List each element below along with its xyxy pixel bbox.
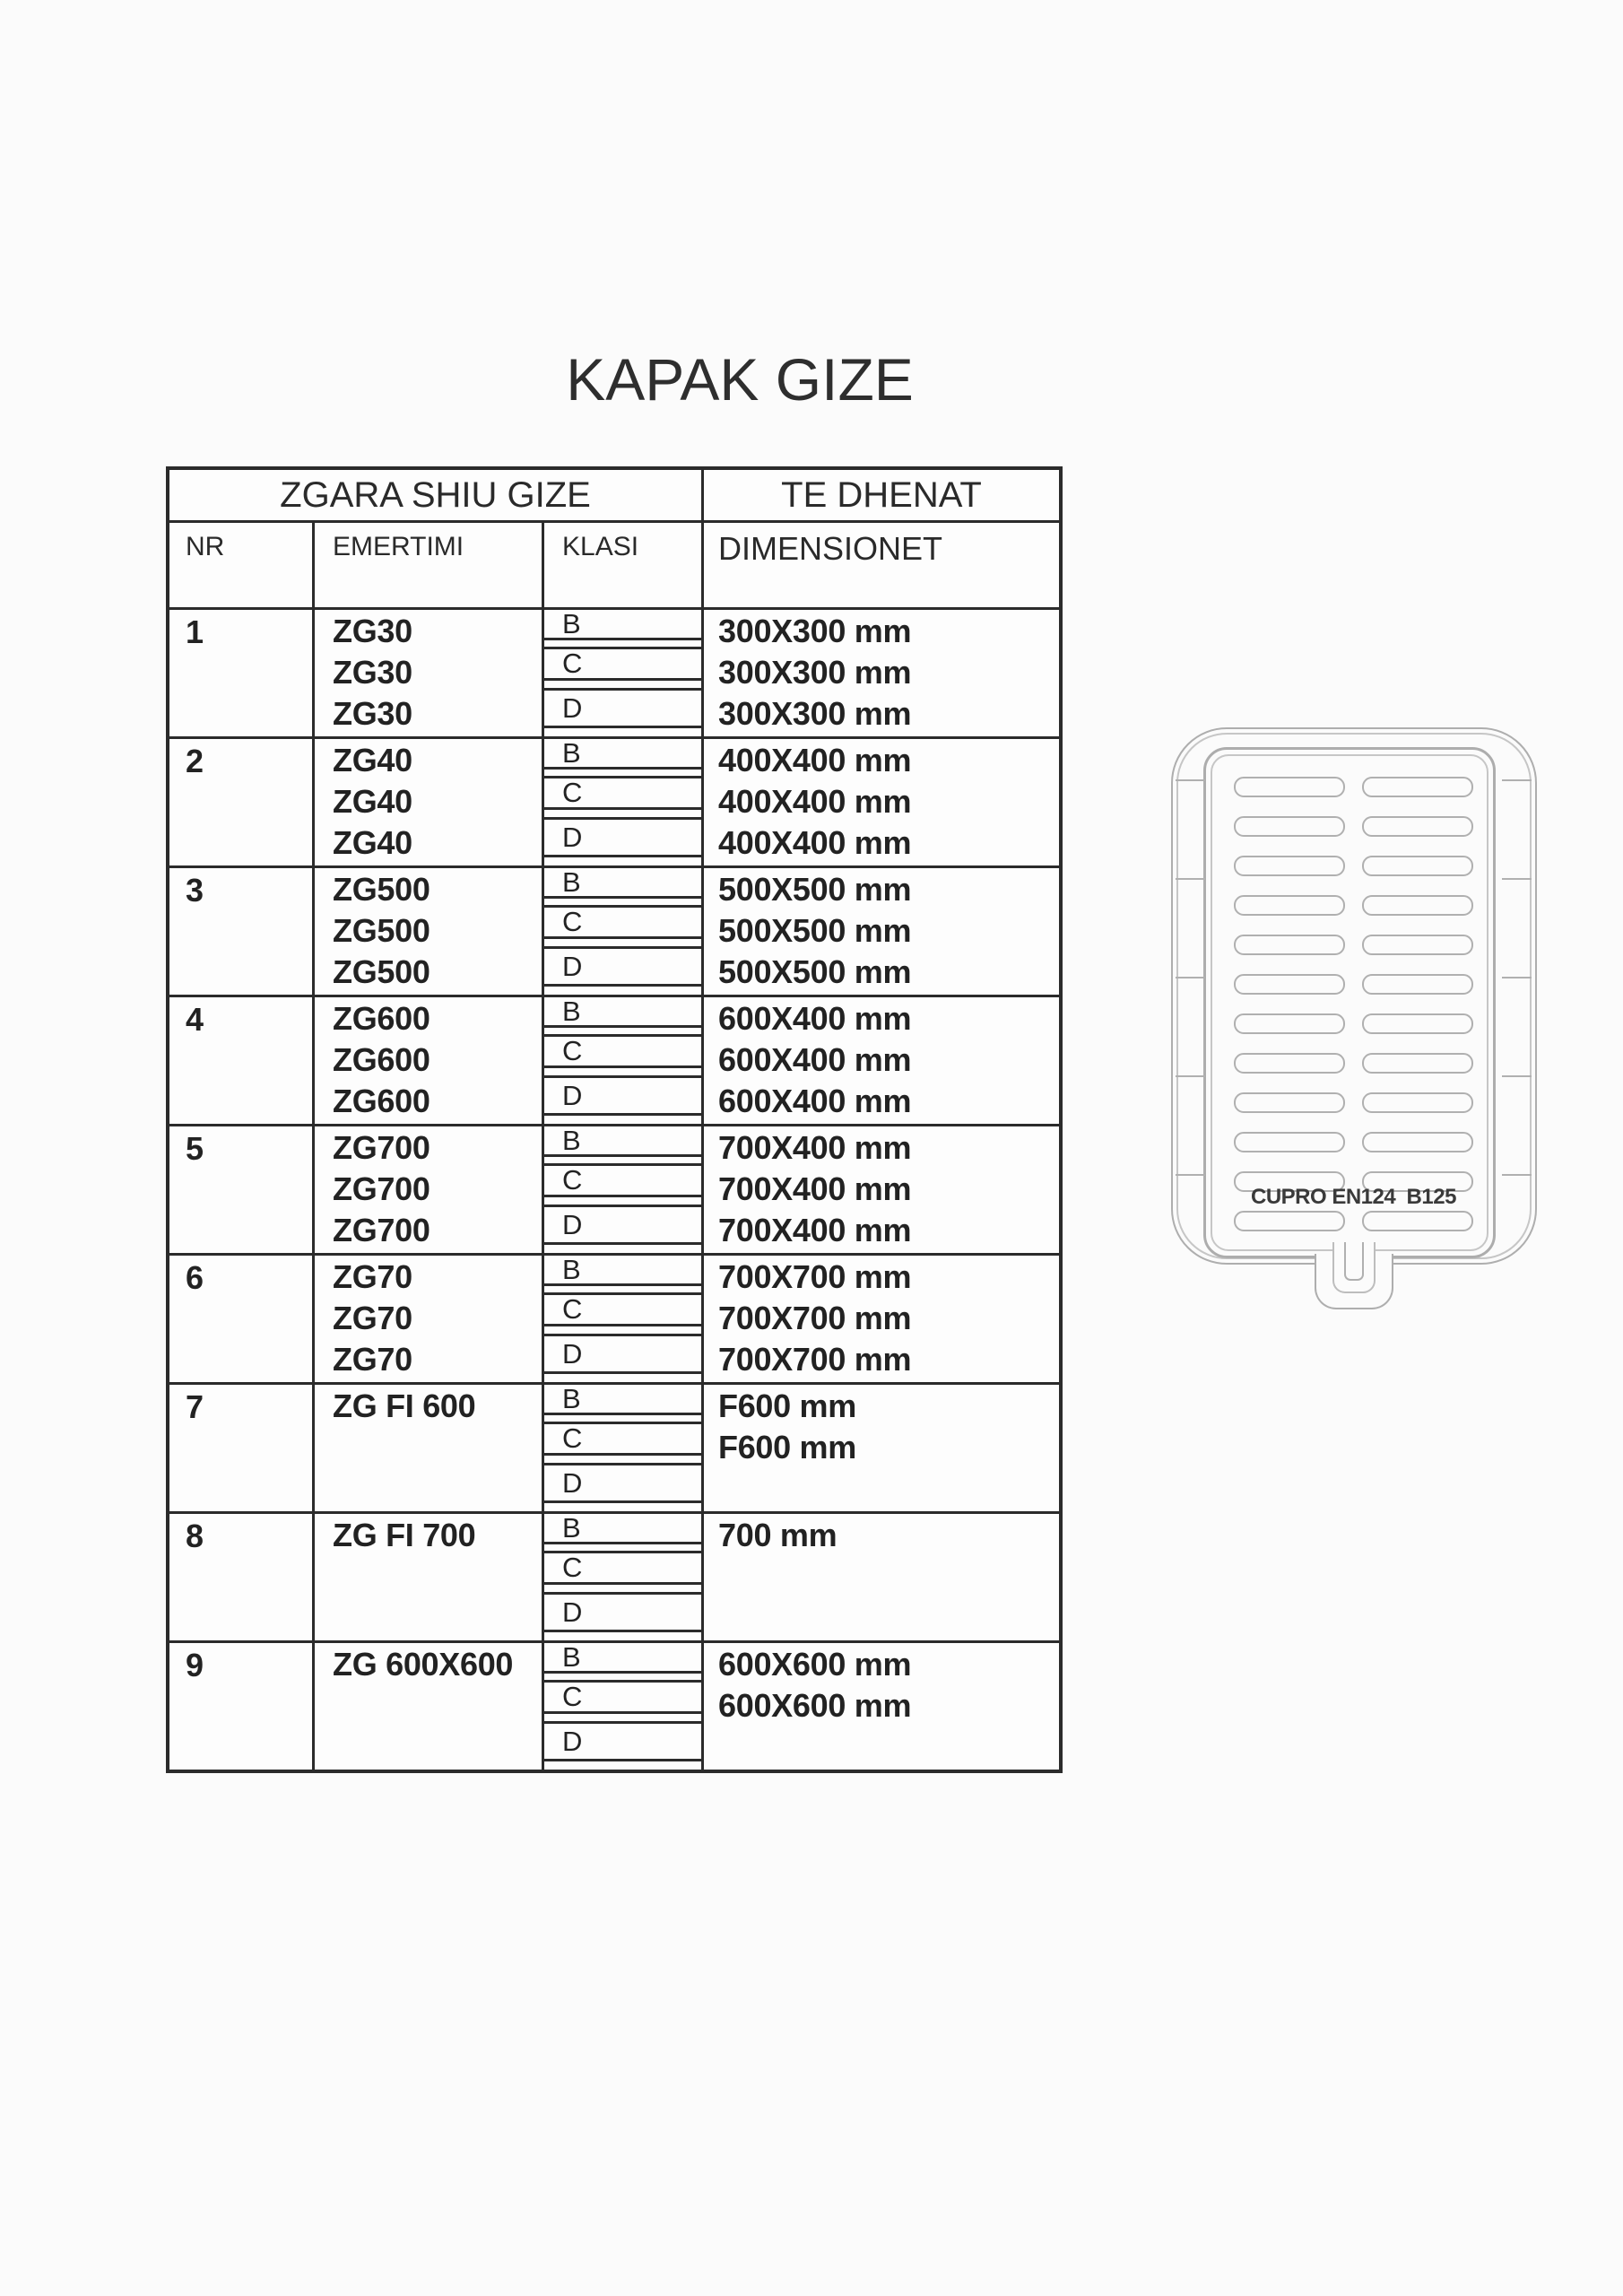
grate-slot [1362, 1053, 1473, 1074]
dimension-value: 700X700 mm [718, 1341, 912, 1378]
grate-tick [1176, 977, 1205, 978]
grate-tick [1502, 1174, 1532, 1176]
klasi-box: C [544, 1034, 701, 1068]
cell-klasi [544, 736, 704, 865]
grate-slot [1234, 935, 1345, 955]
table-row-group-6 [169, 1253, 1059, 1385]
grate-slot [1234, 974, 1345, 995]
grate-slot [1234, 1053, 1345, 1074]
klasi-box: D [544, 688, 701, 728]
emertimi-value: ZG70 [333, 1258, 412, 1295]
klasi-box: B [544, 1514, 701, 1544]
grate-slot [1362, 1211, 1473, 1231]
dimension-value: 400X400 mm [718, 742, 912, 778]
row-number: 8 [186, 1518, 204, 1554]
cell-klasi [544, 607, 704, 736]
grate-slot [1234, 1013, 1345, 1034]
emertimi-value [315, 1726, 542, 1767]
dimension-value: F600 mm [718, 1387, 856, 1424]
page-title: KAPAK GIZE [566, 346, 914, 413]
cell-nr [169, 997, 315, 1124]
klasi-box: B [544, 610, 701, 640]
dimension-value: 300X300 mm [718, 695, 912, 732]
grate-slot [1234, 895, 1345, 916]
emertimi-value: ZG700 [333, 1212, 430, 1248]
klasi-box: D [544, 1721, 701, 1761]
klasi-box: D [544, 1205, 701, 1245]
klasi-box: C [544, 1163, 701, 1197]
grate-tick [1176, 779, 1205, 781]
cell-nr [169, 868, 315, 995]
table-row-group-7 [169, 1382, 1059, 1514]
cell-emertimi [315, 1643, 544, 1770]
cell-klasi [544, 1382, 704, 1511]
dimension-value: 700X400 mm [718, 1170, 912, 1207]
emertimi-value: ZG40 [333, 783, 412, 820]
grate-slot [1362, 816, 1473, 837]
klasi-box: D [544, 1334, 701, 1374]
cell-emertimi [315, 739, 544, 865]
dimension-value: 400X400 mm [718, 783, 912, 820]
dimension-value: 600X400 mm [718, 1000, 912, 1037]
cell-klasi [544, 865, 704, 995]
table-row-group-4 [169, 997, 1059, 1126]
table-column-header-row [169, 523, 1059, 610]
cell-dimensionet [704, 1514, 1059, 1640]
group-header-left: ZGARA SHIU GIZE [169, 470, 704, 523]
dimension-value [704, 1726, 1059, 1767]
cell-klasi [544, 1253, 704, 1382]
column-header-dimensionet: DIMENSIONET [704, 523, 1059, 610]
emertimi-value: ZG500 [333, 871, 430, 908]
emertimi-value [315, 1426, 542, 1467]
cell-dimensionet [704, 1256, 1059, 1382]
table-row-group-2 [169, 736, 1059, 868]
grate-tick [1176, 1174, 1205, 1176]
klasi-box: B [544, 1385, 701, 1415]
dimension-value: 400X400 mm [718, 824, 912, 861]
emertimi-value: ZG FI 600 [333, 1387, 476, 1424]
dimension-value: 600X400 mm [718, 1083, 912, 1119]
dimension-value: 600X400 mm [718, 1041, 912, 1078]
dimension-value: 700 mm [718, 1517, 838, 1553]
grate-tick [1176, 878, 1205, 880]
emertimi-value: ZG30 [333, 613, 412, 649]
cell-emertimi [315, 610, 544, 736]
dimension-value: 300X300 mm [718, 613, 912, 649]
row-number: 6 [186, 1259, 204, 1296]
grate-slot [1234, 856, 1345, 876]
klasi-box: B [544, 1256, 701, 1286]
cell-nr [169, 739, 315, 865]
grate-slot [1362, 1092, 1473, 1113]
klasi-box: D [544, 946, 701, 987]
cell-dimensionet [704, 1385, 1059, 1511]
row-number: 1 [186, 613, 204, 650]
cell-klasi [544, 997, 704, 1124]
table-row-group-3 [169, 865, 1059, 997]
grate-slot [1234, 816, 1345, 837]
grate-slot [1362, 895, 1473, 916]
dimension-value: 500X500 mm [718, 912, 912, 949]
klasi-box: D [544, 1463, 701, 1503]
row-number: 3 [186, 872, 204, 909]
grate-slot [1362, 1013, 1473, 1034]
dimension-value: 500X500 mm [718, 871, 912, 908]
column-header-emertimi: EMERTIMI [315, 523, 544, 610]
row-number: 2 [186, 743, 204, 779]
grate-bottom-notch-inner [1344, 1242, 1364, 1281]
dimension-value [704, 1596, 1059, 1638]
klasi-box: C [544, 647, 701, 681]
cell-emertimi [315, 1256, 544, 1382]
emertimi-value: ZG30 [333, 695, 412, 732]
row-number: 9 [186, 1647, 204, 1683]
emertimi-value: ZG600 [333, 1041, 430, 1078]
cell-nr [169, 1256, 315, 1382]
cell-dimensionet [704, 997, 1059, 1124]
emertimi-value [315, 1555, 542, 1596]
klasi-box: B [544, 868, 701, 899]
cell-nr [169, 1126, 315, 1253]
emertimi-value: ZG30 [333, 654, 412, 691]
cell-nr [169, 1643, 315, 1770]
klasi-box: D [544, 817, 701, 857]
cell-dimensionet [704, 610, 1059, 736]
spec-table [166, 466, 1063, 1773]
emertimi-value: ZG500 [333, 912, 430, 949]
klasi-box: D [544, 1075, 701, 1116]
klasi-box: C [544, 1680, 701, 1714]
dimension-value: 700X400 mm [718, 1129, 912, 1166]
dimension-value [704, 1555, 1059, 1596]
dimension-value: 600X600 mm [718, 1687, 912, 1724]
grate-slot [1234, 1092, 1345, 1113]
grate-slot [1362, 777, 1473, 797]
cell-nr [169, 1385, 315, 1511]
grate-tick [1502, 878, 1532, 880]
row-number: 7 [186, 1388, 204, 1425]
row-number: 5 [186, 1130, 204, 1167]
row-number: 4 [186, 1001, 204, 1038]
cell-emertimi [315, 868, 544, 995]
emertimi-value: ZG500 [333, 953, 430, 990]
grate-slot [1362, 974, 1473, 995]
table-row-group-9 [169, 1640, 1059, 1770]
klasi-box: C [544, 1551, 701, 1585]
klasi-box: C [544, 1422, 701, 1456]
klasi-box: D [544, 1592, 701, 1632]
cell-emertimi [315, 1514, 544, 1640]
klasi-box: C [544, 776, 701, 810]
grate-slot [1362, 1132, 1473, 1152]
dimension-value: F600 mm [718, 1429, 856, 1465]
cell-klasi [544, 1640, 704, 1770]
emertimi-value: ZG40 [333, 824, 412, 861]
emertimi-value: ZG600 [333, 1083, 430, 1119]
table-row-group-1 [169, 607, 1059, 739]
grate-slot [1234, 1132, 1345, 1152]
dimension-value: 700X700 mm [718, 1300, 912, 1336]
group-header-right: TE DHENAT [704, 470, 1059, 523]
grate-slot [1362, 935, 1473, 955]
emertimi-value: ZG70 [333, 1300, 412, 1336]
klasi-box: B [544, 1643, 701, 1674]
cell-emertimi [315, 997, 544, 1124]
cell-dimensionet [704, 1126, 1059, 1253]
table-group-header-row [169, 470, 1059, 523]
cell-dimensionet [704, 739, 1059, 865]
grate-tick [1176, 1075, 1205, 1077]
klasi-box: C [544, 1292, 701, 1326]
grate-drawing [1171, 727, 1537, 1319]
grate-slot [1234, 777, 1345, 797]
grate-tick [1502, 779, 1532, 781]
cell-dimensionet [704, 868, 1059, 995]
emertimi-value [315, 1467, 542, 1509]
dimension-value: 600X600 mm [718, 1646, 912, 1683]
grate-slot [1234, 1211, 1345, 1231]
klasi-box: B [544, 997, 701, 1028]
cell-klasi [544, 1511, 704, 1640]
dimension-value: 700X700 mm [718, 1258, 912, 1295]
cell-nr [169, 1514, 315, 1640]
emertimi-value: ZG700 [333, 1129, 430, 1166]
emertimi-value: ZG 600X600 [333, 1646, 514, 1683]
dimension-value [704, 1467, 1059, 1509]
cell-nr [169, 610, 315, 736]
emertimi-value: ZG FI 700 [333, 1517, 476, 1553]
grate-label: CUPRO EN124 B125 [1251, 1185, 1456, 1209]
column-header-nr: NR [169, 523, 315, 610]
emertimi-value: ZG600 [333, 1000, 430, 1037]
table-row-group-8 [169, 1511, 1059, 1643]
dimension-value: 700X400 mm [718, 1212, 912, 1248]
grate-slot [1362, 856, 1473, 876]
column-header-klasi: KLASI [544, 523, 704, 610]
emertimi-value: ZG40 [333, 742, 412, 778]
emertimi-value [315, 1596, 542, 1638]
dimension-value: 300X300 mm [718, 654, 912, 691]
table-row-group-5 [169, 1126, 1059, 1256]
dimension-value: 500X500 mm [718, 953, 912, 990]
klasi-box: B [544, 1126, 701, 1157]
cell-emertimi [315, 1126, 544, 1253]
emertimi-value: ZG700 [333, 1170, 430, 1207]
grate-tick [1502, 1075, 1532, 1077]
emertimi-value: ZG70 [333, 1341, 412, 1378]
klasi-box: C [544, 905, 701, 939]
cell-klasi [544, 1126, 704, 1253]
klasi-box: B [544, 739, 701, 770]
cell-emertimi [315, 1385, 544, 1511]
cell-dimensionet [704, 1643, 1059, 1770]
grate-tick [1502, 977, 1532, 978]
emertimi-value [315, 1684, 542, 1726]
